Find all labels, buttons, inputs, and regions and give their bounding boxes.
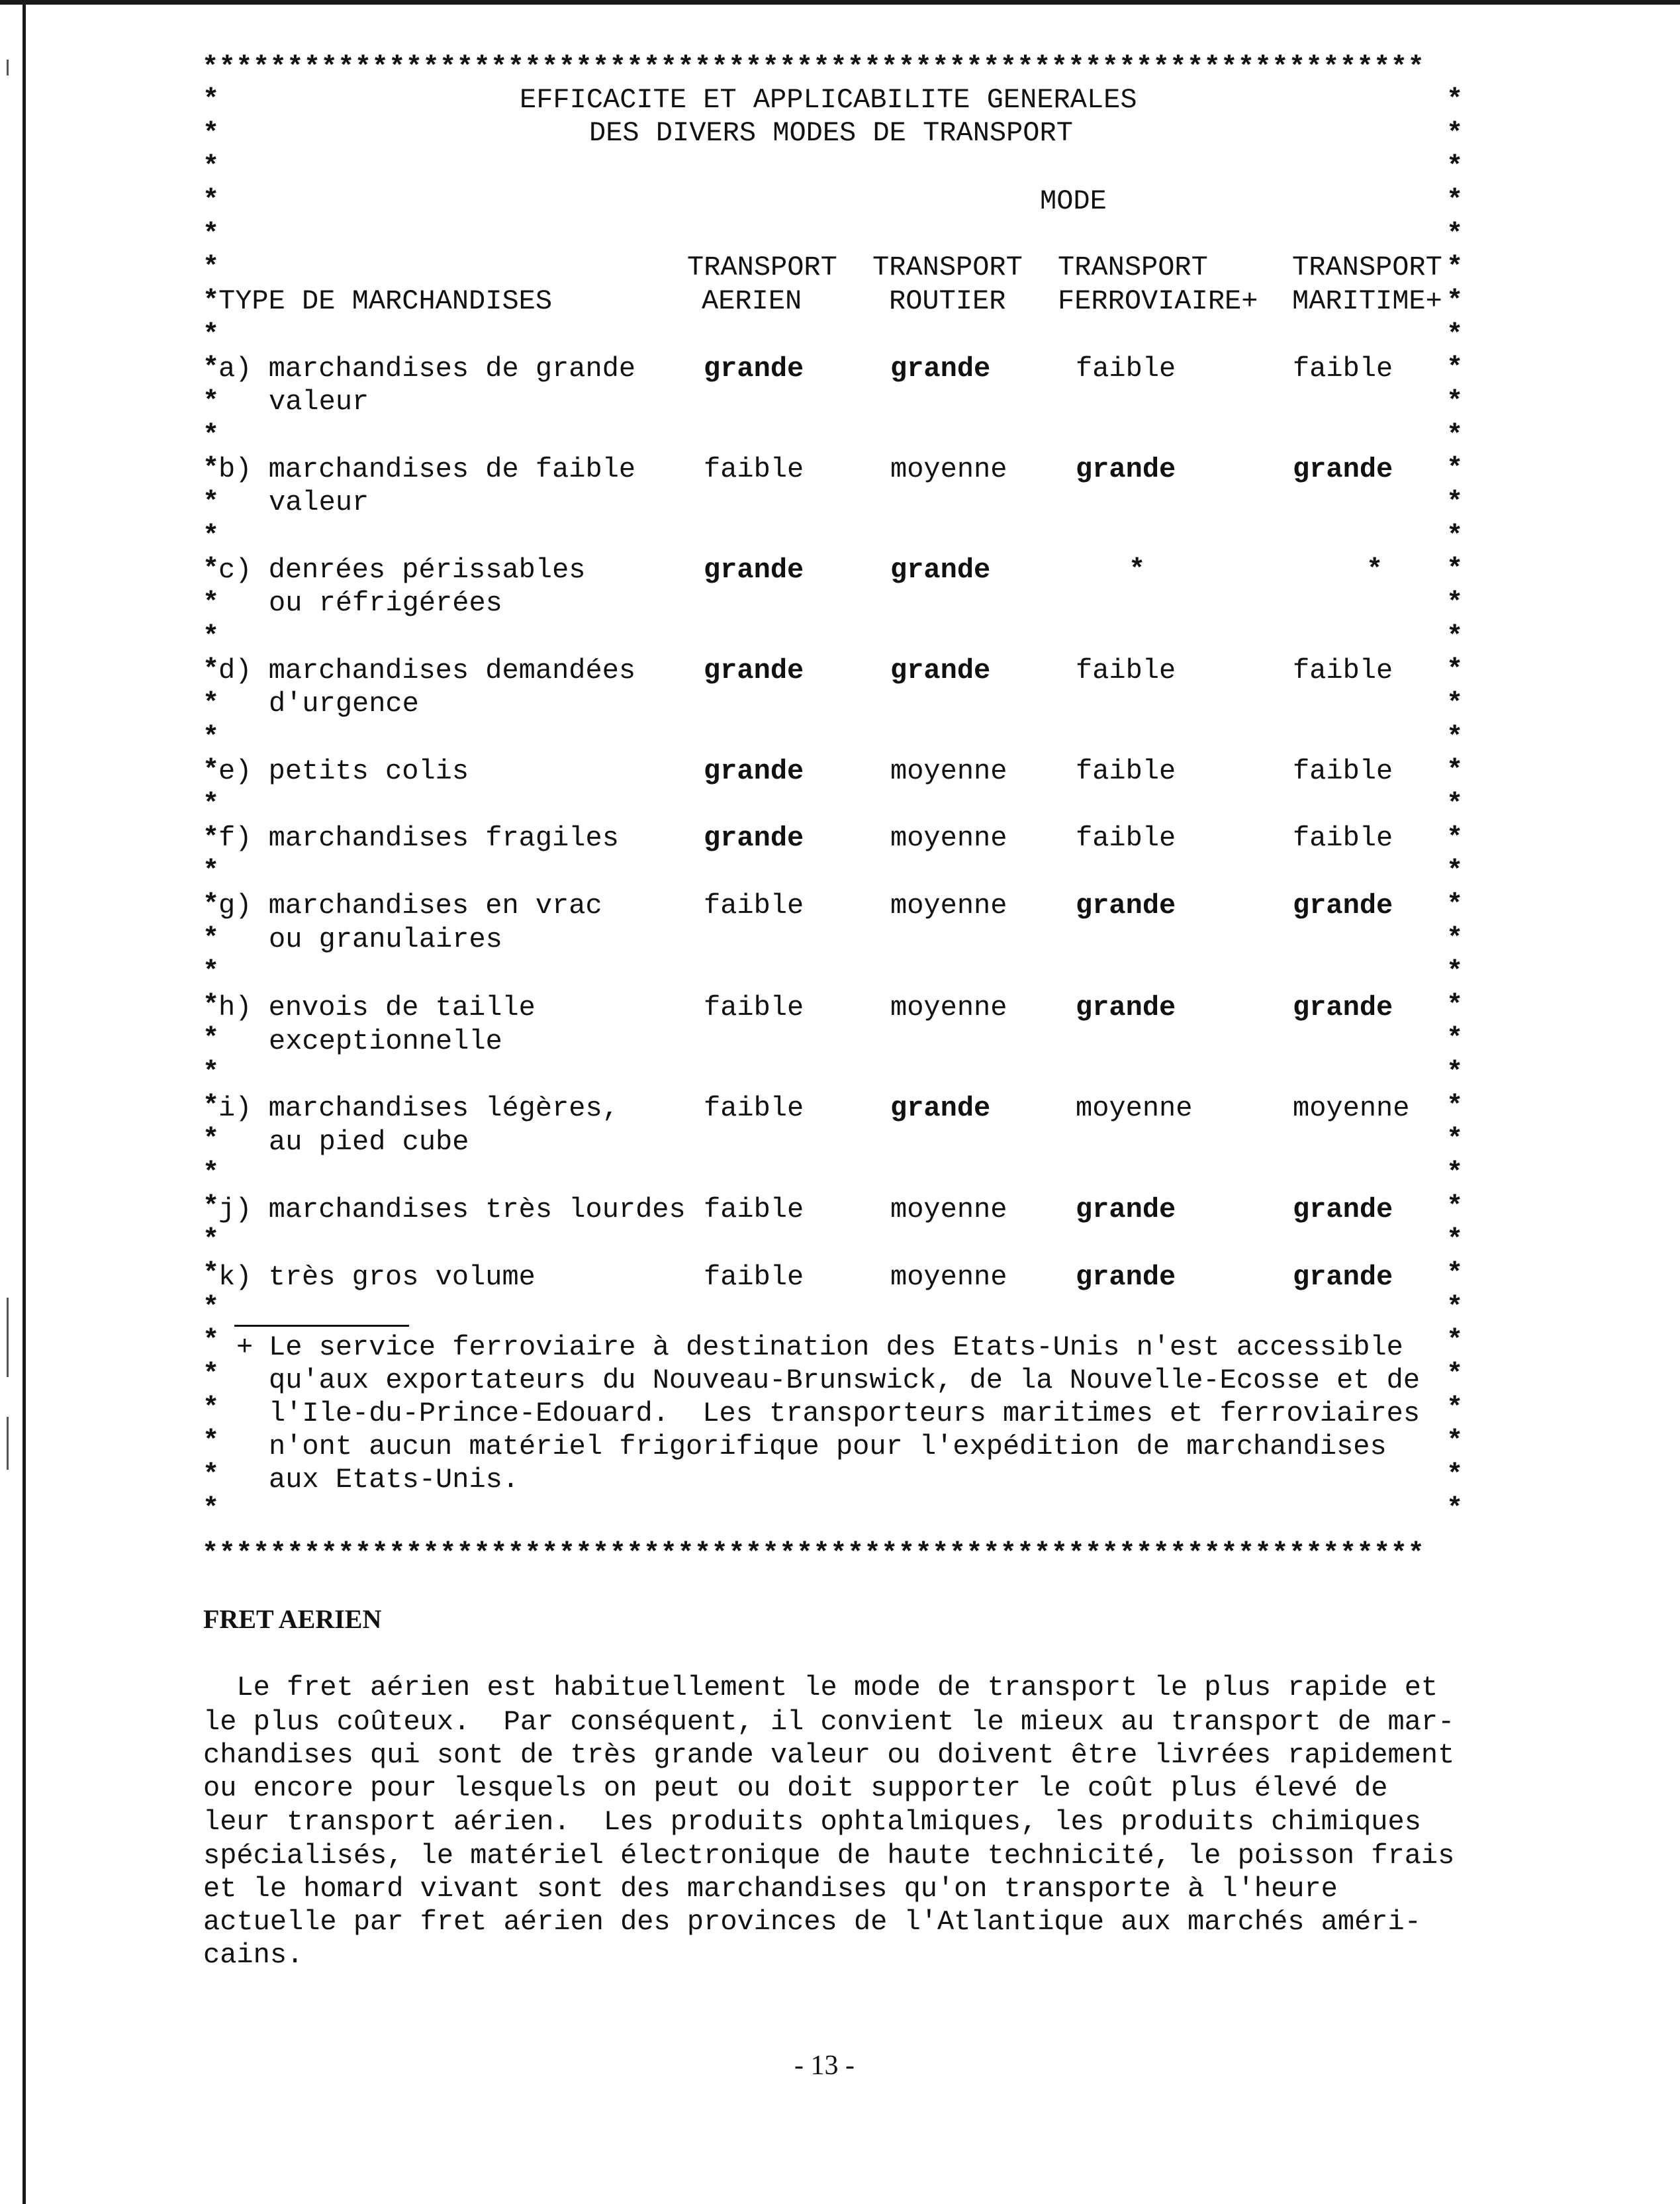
- frame-star-right: *: [1446, 118, 1464, 150]
- cell-air: grande: [704, 822, 804, 854]
- paragraph-line: le plus coûteux. Par conséquent, il convient le mieux au transport de mar-: [203, 1706, 1455, 1738]
- frame-star-left: *: [203, 386, 220, 418]
- frame-star-right: *: [1446, 319, 1464, 351]
- frame-star-left: *: [203, 1392, 220, 1424]
- frame-star-left: *: [203, 722, 220, 753]
- frame-star-right: *: [1446, 1425, 1464, 1457]
- row-label: d) marchandises demandées: [218, 655, 636, 687]
- frame-star-right: *: [1446, 956, 1464, 988]
- frame-star-right: *: [1446, 285, 1464, 317]
- frame-star-right: *: [1446, 1459, 1464, 1491]
- frame-star-right: *: [1446, 923, 1464, 955]
- frame-star-right: *: [1446, 889, 1464, 921]
- frame-star-left: *: [203, 84, 220, 116]
- frame-star-left: *: [203, 185, 220, 216]
- margin-mark: [7, 60, 9, 75]
- cell-air: grande: [704, 755, 804, 787]
- frame-star-left: *: [203, 285, 220, 317]
- cell-sea: grande: [1293, 992, 1393, 1024]
- row-label: f) marchandises fragiles: [218, 822, 619, 854]
- paragraph-line: chandises qui sont de très grande valeur ou doivent être livrées rapidement: [203, 1739, 1455, 1771]
- frame-star-left: *: [203, 1057, 220, 1088]
- frame-star-right: *: [1446, 1124, 1464, 1155]
- cell-road: moyenne: [890, 890, 1007, 922]
- section-heading: FRET AERIEN: [203, 1604, 382, 1634]
- frame-star-right: *: [1446, 1157, 1464, 1189]
- col-header-sea-1: TRANSPORT: [1292, 252, 1442, 283]
- row-label: c) denrées périssables: [218, 554, 586, 586]
- cell-road: grande: [890, 655, 991, 687]
- frame-star-left: *: [203, 319, 220, 351]
- paragraph-line: leur transport aérien. Les produits ophtalmiques, les produits chimiques: [203, 1806, 1421, 1838]
- cell-sea: grande: [1293, 1261, 1393, 1293]
- row-label: b) marchandises de faible: [218, 454, 636, 485]
- row-label-cont: exceptionnelle: [269, 1026, 502, 1057]
- frame-star-right: *: [1446, 722, 1464, 753]
- frame-star-right: *: [1446, 84, 1464, 116]
- cell-road: grande: [890, 1092, 991, 1124]
- frame-star-right: *: [1446, 487, 1464, 518]
- cell-sea: faible: [1293, 353, 1393, 385]
- frame-star-right: *: [1446, 453, 1464, 485]
- frame-star-left: *: [203, 1493, 220, 1525]
- cell-air: faible: [704, 454, 804, 485]
- cell-road: grande: [890, 554, 991, 586]
- frame-star-left: *: [203, 520, 220, 552]
- col-header-rail-2: FERROVIAIRE+: [1058, 285, 1258, 317]
- row-label: h) envois de taille: [218, 992, 536, 1024]
- cell-rail: faible: [1076, 655, 1176, 687]
- frame-star-right: *: [1446, 855, 1464, 887]
- col-header-rail-1: TRANSPORT: [1058, 252, 1208, 283]
- cell-air: faible: [704, 992, 804, 1024]
- frame-star-right: *: [1446, 151, 1464, 183]
- row-label: k) très gros volume: [218, 1261, 536, 1293]
- cell-air: grande: [704, 554, 804, 586]
- table-border-top: ************************************************************************: [202, 54, 1425, 81]
- frame-star-left: *: [203, 553, 220, 585]
- frame-star-right: *: [1446, 822, 1464, 854]
- frame-star-left: *: [203, 789, 220, 820]
- cell-rail: faible: [1076, 755, 1176, 787]
- cell-rail: grande: [1076, 1194, 1176, 1225]
- table-border-bottom: ************************************************************************: [202, 1540, 1425, 1568]
- frame-star-right: *: [1446, 587, 1464, 619]
- cell-sea: grande: [1293, 1194, 1393, 1225]
- row-label: e) petits colis: [218, 755, 469, 787]
- frame-star-right: *: [1446, 1258, 1464, 1290]
- cell-rail: grande: [1076, 454, 1176, 485]
- frame-star-right: *: [1446, 1023, 1464, 1055]
- frame-star-left: *: [203, 252, 220, 283]
- frame-star-left: *: [203, 1023, 220, 1055]
- cell-air: faible: [704, 1261, 804, 1293]
- frame-star-left: *: [203, 1292, 220, 1323]
- cell-road: moyenne: [890, 1194, 1007, 1225]
- footnote-marker: +: [236, 1331, 254, 1363]
- frame-star-left: *: [203, 420, 220, 452]
- frame-star-right: *: [1446, 1292, 1464, 1323]
- table-title-line-2: DES DIVERS MODES DE TRANSPORT: [589, 117, 1073, 149]
- frame-star-right: *: [1446, 688, 1464, 720]
- cell-road: moyenne: [890, 822, 1007, 854]
- cell-air: grande: [704, 655, 804, 687]
- cell-rail: grande: [1076, 992, 1176, 1024]
- col-header-sea-2: MARITIME+: [1292, 285, 1442, 317]
- frame-star-right: *: [1446, 621, 1464, 653]
- frame-star-left: *: [203, 352, 220, 384]
- cell-rail: moyenne: [1076, 1092, 1193, 1124]
- cell-sea: moyenne: [1293, 1092, 1410, 1124]
- cell-road: moyenne: [890, 454, 1007, 485]
- cell-sea: faible: [1293, 822, 1393, 854]
- cell-rail: faible: [1076, 822, 1176, 854]
- frame-star-left: *: [203, 1459, 220, 1491]
- row-label-cont: ou réfrigérées: [269, 587, 502, 619]
- row-label-cont: valeur: [269, 487, 369, 518]
- cell-rail: grande: [1076, 890, 1176, 922]
- footnote-line: aux Etats-Unis.: [269, 1464, 520, 1496]
- cell-rail: grande: [1076, 1261, 1176, 1293]
- frame-star-right: *: [1446, 1191, 1464, 1223]
- cell-air: faible: [704, 1092, 804, 1124]
- cell-road: moyenne: [890, 992, 1007, 1024]
- frame-star-left: *: [203, 855, 220, 887]
- frame-star-right: *: [1446, 755, 1464, 787]
- col-header-air-2: AERIEN: [702, 285, 802, 317]
- cell-air: faible: [704, 890, 804, 922]
- cell-sea: faible: [1293, 655, 1393, 687]
- page-top-border: [0, 0, 1680, 5]
- cell-road: moyenne: [890, 755, 1007, 787]
- frame-star-left: *: [203, 118, 220, 150]
- frame-star-right: *: [1446, 1057, 1464, 1088]
- cell-rail: *: [1129, 554, 1146, 586]
- frame-star-left: *: [203, 923, 220, 955]
- frame-star-left: *: [203, 1191, 220, 1223]
- footnote-line: Le service ferroviaire à destination des Etats-Unis n'est accessible: [269, 1331, 1403, 1363]
- cell-air: grande: [704, 353, 804, 385]
- frame-star-right: *: [1446, 1359, 1464, 1390]
- row-label-cont: ou granulaires: [269, 924, 502, 955]
- frame-star-right: *: [1446, 1392, 1464, 1424]
- col-header-air-1: TRANSPORT: [687, 252, 837, 283]
- frame-star-left: *: [203, 1157, 220, 1189]
- type-column-header: TYPE DE MARCHANDISES: [218, 285, 553, 317]
- page-number: - 13 -: [794, 2050, 855, 2081]
- frame-star-right: *: [1446, 185, 1464, 216]
- frame-star-right: *: [1446, 1493, 1464, 1525]
- paragraph-line: ou encore pour lesquels on peut ou doit supporter le coût plus élevé de: [203, 1772, 1388, 1804]
- frame-star-right: *: [1446, 789, 1464, 820]
- frame-star-left: *: [203, 889, 220, 921]
- cell-rail: faible: [1076, 353, 1176, 385]
- frame-star-left: *: [203, 956, 220, 988]
- frame-star-right: *: [1446, 1224, 1464, 1256]
- frame-star-left: *: [203, 654, 220, 686]
- frame-star-left: *: [203, 487, 220, 518]
- footnote-rule: [234, 1325, 409, 1327]
- frame-star-left: *: [203, 1325, 220, 1357]
- paragraph-line: et le homard vivant sont des marchandises qu'on transporte à l'heure: [203, 1873, 1338, 1905]
- frame-star-right: *: [1446, 386, 1464, 418]
- frame-star-left: *: [203, 453, 220, 485]
- row-label-cont: au pied cube: [269, 1126, 469, 1158]
- frame-star-left: *: [203, 688, 220, 720]
- frame-star-right: *: [1446, 420, 1464, 452]
- row-label-cont: valeur: [269, 386, 369, 418]
- frame-star-right: *: [1446, 520, 1464, 552]
- cell-road: grande: [890, 353, 991, 385]
- frame-star-left: *: [203, 1258, 220, 1290]
- frame-star-right: *: [1446, 1090, 1464, 1122]
- frame-star-left: *: [203, 1090, 220, 1122]
- frame-star-right: *: [1446, 1325, 1464, 1357]
- cell-sea: grande: [1293, 890, 1393, 922]
- row-label-cont: d'urgence: [269, 688, 419, 720]
- footnote-line: qu'aux exportateurs du Nouveau-Brunswick, de la Nouvelle-Ecosse et de: [269, 1365, 1421, 1396]
- frame-star-right: *: [1446, 218, 1464, 250]
- frame-star-left: *: [203, 587, 220, 619]
- frame-star-left: *: [203, 151, 220, 183]
- frame-star-right: *: [1446, 352, 1464, 384]
- frame-star-right: *: [1446, 553, 1464, 585]
- frame-star-left: *: [203, 755, 220, 787]
- frame-star-right: *: [1446, 252, 1464, 283]
- frame-star-left: *: [203, 990, 220, 1022]
- cell-sea: faible: [1293, 755, 1393, 787]
- frame-star-left: *: [203, 1425, 220, 1457]
- footnote-line: n'ont aucun matériel frigorifique pour l'expédition de marchandises: [269, 1431, 1387, 1462]
- mode-label: MODE: [1040, 185, 1107, 217]
- col-header-road-1: TRANSPORT: [872, 252, 1023, 283]
- paragraph-line: spécialisés, le matériel électronique de haute technicité, le poisson frais: [203, 1840, 1455, 1872]
- page-left-border: [23, 0, 26, 2204]
- paragraph-line: cains.: [203, 1939, 304, 1971]
- frame-star-left: *: [203, 218, 220, 250]
- margin-mark: [7, 1298, 9, 1377]
- table-title-line-1: EFFICACITE ET APPLICABILITE GENERALES: [520, 84, 1137, 116]
- row-label: g) marchandises en vrac: [218, 890, 602, 922]
- frame-star-left: *: [203, 1124, 220, 1155]
- frame-star-right: *: [1446, 654, 1464, 686]
- frame-star-left: *: [203, 1359, 220, 1390]
- cell-sea: grande: [1293, 454, 1393, 485]
- paragraph-line: actuelle par fret aérien des provinces de l'Atlantique aux marchés améri-: [203, 1906, 1421, 1938]
- paragraph-line: Le fret aérien est habituellement le mode de transport le plus rapide et: [203, 1672, 1438, 1703]
- row-label: i) marchandises légères,: [218, 1092, 619, 1124]
- cell-air: faible: [704, 1194, 804, 1225]
- margin-mark: [7, 1417, 9, 1470]
- frame-star-left: *: [203, 1224, 220, 1256]
- cell-sea: *: [1366, 554, 1383, 586]
- row-label: j) marchandises très lourdes: [218, 1194, 686, 1225]
- frame-star-left: *: [203, 822, 220, 854]
- row-label: a) marchandises de grande: [218, 353, 636, 385]
- footnote-line: l'Ile-du-Prince-Edouard. Les transporteurs maritimes et ferroviaires: [269, 1398, 1421, 1429]
- cell-road: moyenne: [890, 1261, 1007, 1293]
- frame-star-right: *: [1446, 990, 1464, 1022]
- frame-star-left: *: [203, 621, 220, 653]
- col-header-road-2: ROUTIER: [889, 285, 1006, 317]
